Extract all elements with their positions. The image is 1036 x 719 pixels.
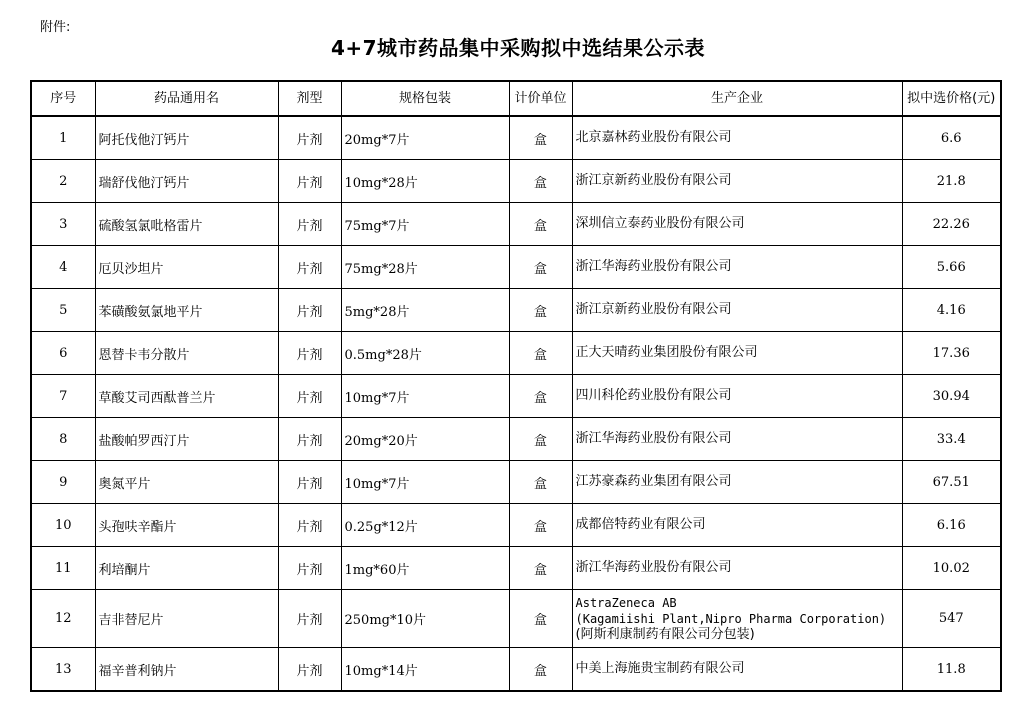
- row-unit: 盒: [509, 648, 572, 692]
- row-company: 成都倍特药业有限公司: [572, 504, 902, 547]
- row-spec: 20mg*7片: [341, 116, 509, 160]
- row-dosage-form: 片剂: [278, 648, 341, 692]
- row-unit: 盒: [509, 375, 572, 418]
- row-seq: 5: [31, 289, 95, 332]
- column-header-seq: 序号: [31, 81, 95, 116]
- row-drug-name: 草酸艾司西酞普兰片: [95, 375, 278, 418]
- row-company: 浙江华海药业股份有限公司: [572, 418, 902, 461]
- row-spec: 0.5mg*28片: [341, 332, 509, 375]
- row-dosage-form: 片剂: [278, 246, 341, 289]
- table-row: [31, 289, 1001, 332]
- table-row: [31, 590, 1001, 648]
- row-price: 21.8: [902, 160, 1001, 203]
- row-dosage-form: 片剂: [278, 160, 341, 203]
- row-company: 浙江华海药业股份有限公司: [572, 246, 902, 289]
- row-unit: 盒: [509, 246, 572, 289]
- row-seq: 4: [31, 246, 95, 289]
- table-row: [31, 375, 1001, 418]
- table-body: [31, 116, 1001, 691]
- row-company: 深圳信立泰药业股份有限公司: [572, 203, 902, 246]
- column-header-price-label: 拟中选价格(元): [907, 91, 996, 106]
- column-header-spec: 规格包装: [341, 81, 509, 116]
- row-drug-name: 瑞舒伐他汀钙片: [95, 160, 278, 203]
- row-price: 30.94: [902, 375, 1001, 418]
- row-drug-name: 头孢呋辛酯片: [95, 504, 278, 547]
- row-seq: 11: [31, 547, 95, 590]
- row-drug-name: 硫酸氢氯吡格雷片: [95, 203, 278, 246]
- row-drug-name: 利培酮片: [95, 547, 278, 590]
- row-price: 22.26: [902, 203, 1001, 246]
- row-drug-name: 厄贝沙坦片: [95, 246, 278, 289]
- results-table: [30, 80, 1002, 692]
- row-company: 中美上海施贵宝制药有限公司: [572, 648, 902, 692]
- row-price: 4.16: [902, 289, 1001, 332]
- row-spec: 20mg*20片: [341, 418, 509, 461]
- row-drug-name: 阿托伐他汀钙片: [95, 116, 278, 160]
- row-seq: 9: [31, 461, 95, 504]
- table-header-row: [31, 81, 1001, 116]
- row-price: 547: [902, 590, 1001, 648]
- row-unit: 盒: [509, 504, 572, 547]
- row-dosage-form: 片剂: [278, 375, 341, 418]
- row-company-line: AstraZeneca AB: [575, 595, 677, 610]
- row-seq: 8: [31, 418, 95, 461]
- row-seq: 6: [31, 332, 95, 375]
- row-spec: 10mg*28片: [341, 160, 509, 203]
- row-price: 6.6: [902, 116, 1001, 160]
- row-drug-name: 盐酸帕罗西汀片: [95, 418, 278, 461]
- row-drug-name: 福辛普利钠片: [95, 648, 278, 692]
- table-row: [31, 504, 1001, 547]
- table-row: [31, 203, 1001, 246]
- row-spec: 1mg*60片: [341, 547, 509, 590]
- row-unit: 盒: [509, 332, 572, 375]
- row-price: 6.16: [902, 504, 1001, 547]
- row-unit: 盒: [509, 547, 572, 590]
- row-spec: 75mg*7片: [341, 203, 509, 246]
- row-spec: 10mg*14片: [341, 648, 509, 692]
- attachment-label: 附件:: [40, 20, 71, 35]
- page-title: 4+7城市药品集中采购拟中选结果公示表: [330, 36, 706, 60]
- row-dosage-form: 片剂: [278, 116, 341, 160]
- row-seq: 10: [31, 504, 95, 547]
- row-dosage-form: 片剂: [278, 461, 341, 504]
- row-unit: 盒: [509, 590, 572, 648]
- table-row: [31, 461, 1001, 504]
- row-company-line: (Kagamiishi Plant,Nipro Pharma Corporation): [575, 611, 887, 626]
- row-spec: 10mg*7片: [341, 375, 509, 418]
- column-header-unit: 计价单位: [509, 81, 572, 116]
- row-company: 正大天晴药业集团股份有限公司: [572, 332, 902, 375]
- row-drug-name: 奥氮平片: [95, 461, 278, 504]
- row-company-line: (阿斯利康制药有限公司分包装): [575, 626, 755, 642]
- row-unit: 盒: [509, 418, 572, 461]
- column-header-company: 生产企业: [572, 81, 902, 116]
- row-seq: 7: [31, 375, 95, 418]
- row-drug-name: 吉非替尼片: [95, 590, 278, 648]
- row-dosage-form: 片剂: [278, 203, 341, 246]
- row-unit: 盒: [509, 289, 572, 332]
- row-price: 33.4: [902, 418, 1001, 461]
- column-header-form: 剂型: [278, 81, 341, 116]
- row-drug-name: 恩替卡韦分散片: [95, 332, 278, 375]
- row-seq: 12: [31, 590, 95, 648]
- row-company: 四川科伦药业股份有限公司: [572, 375, 902, 418]
- row-price: 5.66: [902, 246, 1001, 289]
- row-dosage-form: 片剂: [278, 504, 341, 547]
- row-drug-name: 苯磺酸氨氯地平片: [95, 289, 278, 332]
- row-company: 浙江京新药业股份有限公司: [572, 160, 902, 203]
- row-company: 浙江京新药业股份有限公司: [572, 289, 902, 332]
- row-spec: 5mg*28片: [341, 289, 509, 332]
- row-seq: 2: [31, 160, 95, 203]
- row-dosage-form: 片剂: [278, 289, 341, 332]
- row-price: 17.36: [902, 332, 1001, 375]
- row-company: 浙江华海药业股份有限公司: [572, 547, 902, 590]
- table-row: [31, 160, 1001, 203]
- table-row: [31, 648, 1001, 692]
- row-seq: 3: [31, 203, 95, 246]
- table-row: [31, 246, 1001, 289]
- row-company: [572, 590, 902, 648]
- table-row: [31, 418, 1001, 461]
- row-spec: 0.25g*12片: [341, 504, 509, 547]
- row-spec: 10mg*7片: [341, 461, 509, 504]
- row-seq: 13: [31, 648, 95, 692]
- column-header-price: [902, 81, 1001, 116]
- table-row: [31, 547, 1001, 590]
- row-dosage-form: 片剂: [278, 418, 341, 461]
- row-dosage-form: 片剂: [278, 590, 341, 648]
- row-seq: 1: [31, 116, 95, 160]
- column-header-name: 药品通用名: [95, 81, 278, 116]
- table-row: [31, 116, 1001, 160]
- row-price: 11.8: [902, 648, 1001, 692]
- row-dosage-form: 片剂: [278, 332, 341, 375]
- row-company: 北京嘉林药业股份有限公司: [572, 116, 902, 160]
- row-spec: 250mg*10片: [341, 590, 509, 648]
- table-row: [31, 332, 1001, 375]
- row-unit: 盒: [509, 160, 572, 203]
- row-dosage-form: 片剂: [278, 547, 341, 590]
- row-price: 10.02: [902, 547, 1001, 590]
- row-spec: 75mg*28片: [341, 246, 509, 289]
- row-unit: 盒: [509, 116, 572, 160]
- row-unit: 盒: [509, 203, 572, 246]
- row-unit: 盒: [509, 461, 572, 504]
- row-price: 67.51: [902, 461, 1001, 504]
- row-company: 江苏豪森药业集团有限公司: [572, 461, 902, 504]
